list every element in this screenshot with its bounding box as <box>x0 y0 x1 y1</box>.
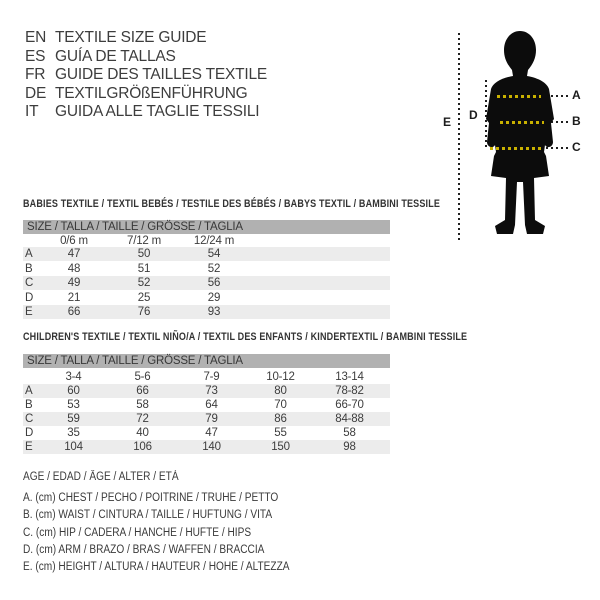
cell-value: 49 <box>67 277 81 289</box>
table-row <box>23 440 390 454</box>
row-label: E <box>25 306 33 318</box>
row-label: B <box>25 399 33 411</box>
lang-code: IT <box>25 103 39 121</box>
col-header: 10-12 <box>266 371 295 383</box>
cell-value: 52 <box>137 277 151 289</box>
lang-label: TEXTILGRÖßENFÜHRUNG <box>55 84 248 102</box>
col-header: 3-4 <box>65 371 82 383</box>
table-row <box>23 426 390 440</box>
children-title: CHILDREN'S TEXTILE / TEXTIL NIÑO/A / TEXTIL DES ENFANTS / KINDERTEXTIL / BAMBINI TESSILE <box>23 331 468 343</box>
measurement-figure <box>440 28 598 244</box>
lang-label: GUÍA DE TALLAS <box>55 47 176 65</box>
hip-measure-dots <box>490 147 542 150</box>
col-header: 7/12 m <box>127 235 161 247</box>
cell-value: 29 <box>207 292 221 304</box>
chest-measure-dots <box>497 95 541 98</box>
row-label: D <box>25 427 34 439</box>
col-header: 5-6 <box>134 371 151 383</box>
lang-row-it <box>25 103 267 122</box>
row-label: E <box>25 441 33 453</box>
children-size-header: SIZE / TALLA / TAILLE / GRÖSSE / TAGLIA <box>23 354 390 368</box>
cell-value: 79 <box>205 413 218 425</box>
cell-value: 76 <box>137 306 151 318</box>
cell-value: 93 <box>207 306 221 318</box>
lang-label: TEXTILE SIZE GUIDE <box>55 29 207 46</box>
lang-code: FR <box>25 66 46 84</box>
row-label: A <box>25 248 33 260</box>
cell-value: 53 <box>67 399 80 411</box>
cell-value: 51 <box>137 263 151 275</box>
cell-value: 47 <box>205 427 218 439</box>
cell-value: 40 <box>136 427 149 439</box>
children-column-header <box>23 370 390 384</box>
cell-value: 86 <box>274 413 287 425</box>
table-row <box>23 262 390 276</box>
cell-value: 66 <box>67 306 81 318</box>
row-label: A <box>25 385 33 397</box>
cell-value: 58 <box>343 427 356 439</box>
cell-value: 47 <box>67 248 81 260</box>
cell-value: 80 <box>274 385 287 397</box>
babies-column-header <box>23 234 390 248</box>
col-header: 12/24 m <box>193 235 235 247</box>
lang-row-fr <box>25 66 267 85</box>
lang-row-es <box>25 48 267 67</box>
cell-value: 21 <box>67 292 81 304</box>
legend-age: AGE / EDAD / ÂGE / ALTER / ETÀ <box>23 471 179 483</box>
table-row <box>23 412 390 426</box>
cell-value: 48 <box>67 263 81 275</box>
row-label: C <box>25 413 34 425</box>
chest-label: A <box>572 88 581 102</box>
col-header: 0/6 m <box>60 235 88 247</box>
arm-label: D <box>469 108 478 122</box>
row-label: C <box>25 277 34 289</box>
legend-height: E. (cm) HEIGHT / ALTURA / HAUTEUR / HÖHE / ALTEZZA <box>23 561 290 573</box>
cell-value: 52 <box>207 263 221 275</box>
row-label: D <box>25 292 34 304</box>
table-row <box>23 291 390 305</box>
lang-code: DE <box>25 84 47 102</box>
lang-code: EN <box>25 29 47 46</box>
hip-label: C <box>572 140 581 154</box>
legend-hip: C. (cm) HIP / CADERA / HANCHE / HÜFTE / HIPS <box>23 527 252 539</box>
table-row <box>23 398 390 412</box>
table-row <box>23 247 390 261</box>
col-header: 7-9 <box>203 371 220 383</box>
col-header: 13-14 <box>335 371 364 383</box>
height-dotted-line <box>458 33 460 240</box>
lang-row-en <box>25 29 267 48</box>
babies-title: BABIES TEXTILE / TEXTIL BEBÉS / TESTILE DES BÉBÉS / BABYS TEXTIL / BAMBINI TESSILE <box>23 198 441 210</box>
cell-value: 35 <box>67 427 80 439</box>
cell-value: 64 <box>205 399 218 411</box>
cell-value: 73 <box>205 385 218 397</box>
lang-code: ES <box>25 47 46 65</box>
cell-value: 106 <box>133 441 152 453</box>
cell-value: 66-70 <box>335 399 364 411</box>
cell-value: 140 <box>202 441 221 453</box>
cell-value: 59 <box>67 413 80 425</box>
lang-label: GUIDA ALLE TAGLIE TESSILI <box>55 103 260 121</box>
waist-label: B <box>572 114 581 128</box>
table-row <box>23 305 390 319</box>
cell-value: 50 <box>137 248 151 260</box>
cell-value: 150 <box>271 441 290 453</box>
lang-row-de <box>25 85 267 104</box>
corner-cell <box>23 370 39 384</box>
cell-value: 66 <box>136 385 149 397</box>
legend-chest: A. (cm) CHEST / PECHO / POITRINE / TRUHE / PETTO <box>23 492 279 504</box>
row-label: B <box>25 263 33 275</box>
table-row <box>23 276 390 290</box>
cell-value: 72 <box>136 413 149 425</box>
cell-value: 60 <box>67 385 80 397</box>
cell-value: 54 <box>207 248 221 260</box>
cell-value: 56 <box>207 277 221 289</box>
cell-value: 84-88 <box>335 413 364 425</box>
legend-arm: D. (cm) ARM / BRAZO / BRAS / WAFFEN / BRACCIA <box>23 544 265 556</box>
waist-measure-dots <box>500 121 544 124</box>
height-label: E <box>443 115 452 129</box>
cell-value: 55 <box>274 427 287 439</box>
legend-waist: B. (cm) WAIST / CINTURA / TAILLE / HÜFTUNG / VITA <box>23 509 273 521</box>
cell-value: 98 <box>343 441 356 453</box>
cell-value: 104 <box>64 441 83 453</box>
babies-size-header: SIZE / TALLA / TAILLE / GRÖSSE / TAGLIA <box>23 220 390 234</box>
child-silhouette-icon <box>468 30 572 238</box>
cell-value: 78-82 <box>335 385 364 397</box>
cell-value: 25 <box>137 292 151 304</box>
cell-value: 58 <box>136 399 149 411</box>
cell-value: 70 <box>274 399 287 411</box>
corner-cell <box>23 234 39 248</box>
language-list <box>25 29 267 122</box>
table-row <box>23 384 390 398</box>
lang-label: GUIDE DES TAILLES TEXTILE <box>55 66 268 84</box>
